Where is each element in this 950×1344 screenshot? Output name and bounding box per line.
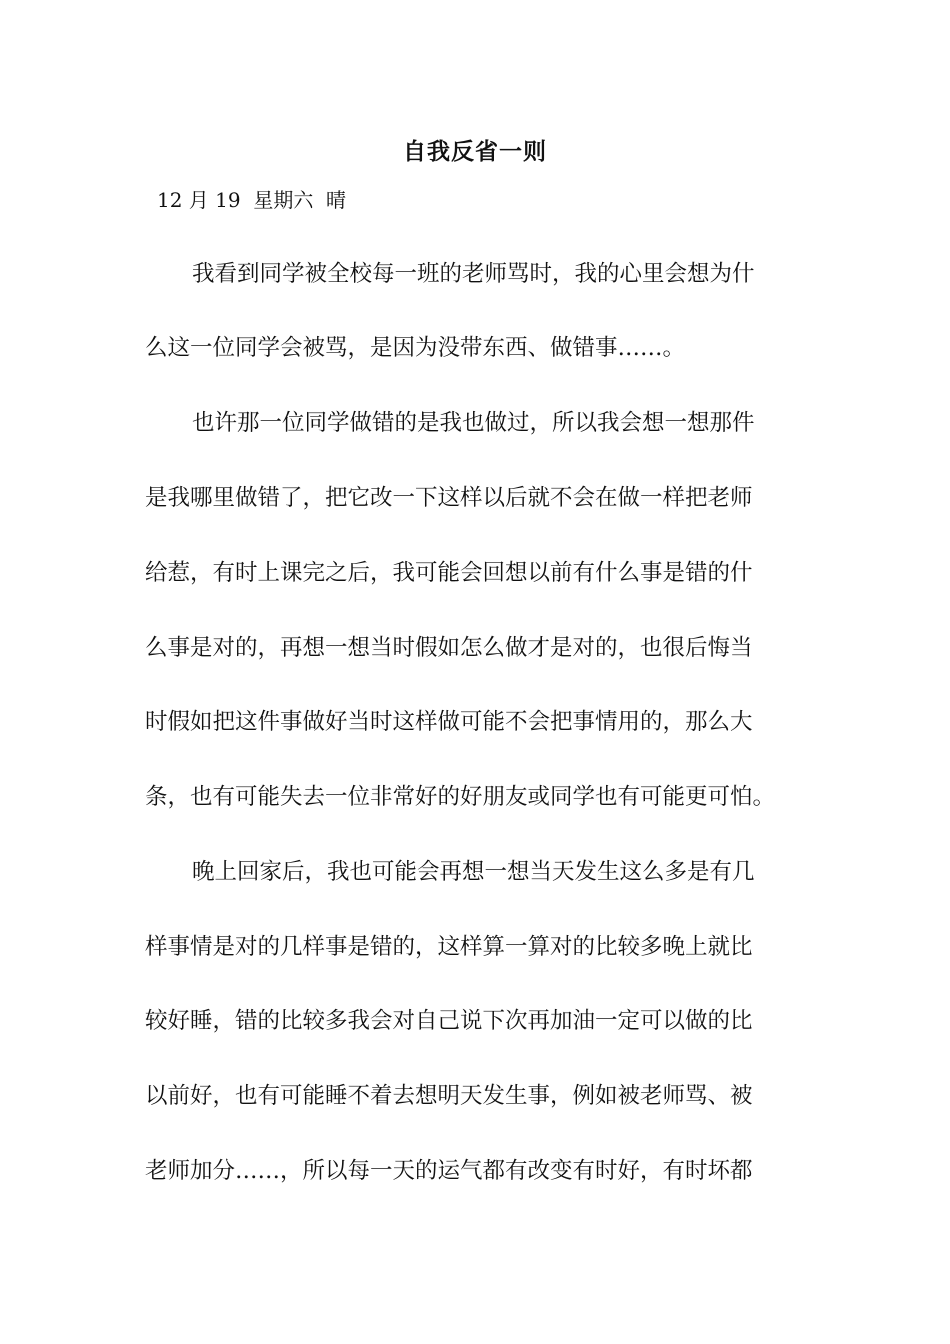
body-line: 我看到同学被全校每一班的老师骂时，我的心里会想为什 (192, 261, 755, 287)
body-line: 是我哪里做错了，把它改一下这样以后就不会在做一样把老师 (145, 485, 753, 511)
body-line: 样事情是对的几样事是错的，这样算一算对的比较多晚上就比 (145, 934, 753, 960)
document-title: 自我反省一则 (403, 139, 547, 165)
body-line: 时假如把这件事做好当时这样做可能不会把事情用的，那么大 (145, 709, 753, 735)
date-line: 12 月 19 星期六 晴 (157, 188, 347, 212)
body-line: 晚上回家后，我也可能会再想一想当天发生这么多是有几 (192, 859, 755, 885)
body-line: 条，也有可能失去一位非常好的好朋友或同学也有可能更可怕。 (145, 784, 776, 810)
body-line: 么这一位同学会被骂，是因为没带东西、做错事……。 (145, 335, 686, 361)
body-line: 给惹，有时上课完之后，我可能会回想以前有什么事是错的什 (145, 560, 753, 586)
body-line: 较好睡，错的比较多我会对自己说下次再加油一定可以做的比 (145, 1008, 753, 1034)
body-line: 么事是对的，再想一想当时假如怎么做才是对的，也很后悔当 (145, 635, 753, 661)
body-line: 也许那一位同学做错的是我也做过，所以我会想一想那件 (192, 410, 755, 436)
body-line: 以前好，也有可能睡不着去想明天发生事，例如被老师骂、被 (145, 1083, 753, 1109)
body-line: 老师加分……，所以每一天的运气都有改变有时好，有时坏都 (145, 1158, 753, 1184)
